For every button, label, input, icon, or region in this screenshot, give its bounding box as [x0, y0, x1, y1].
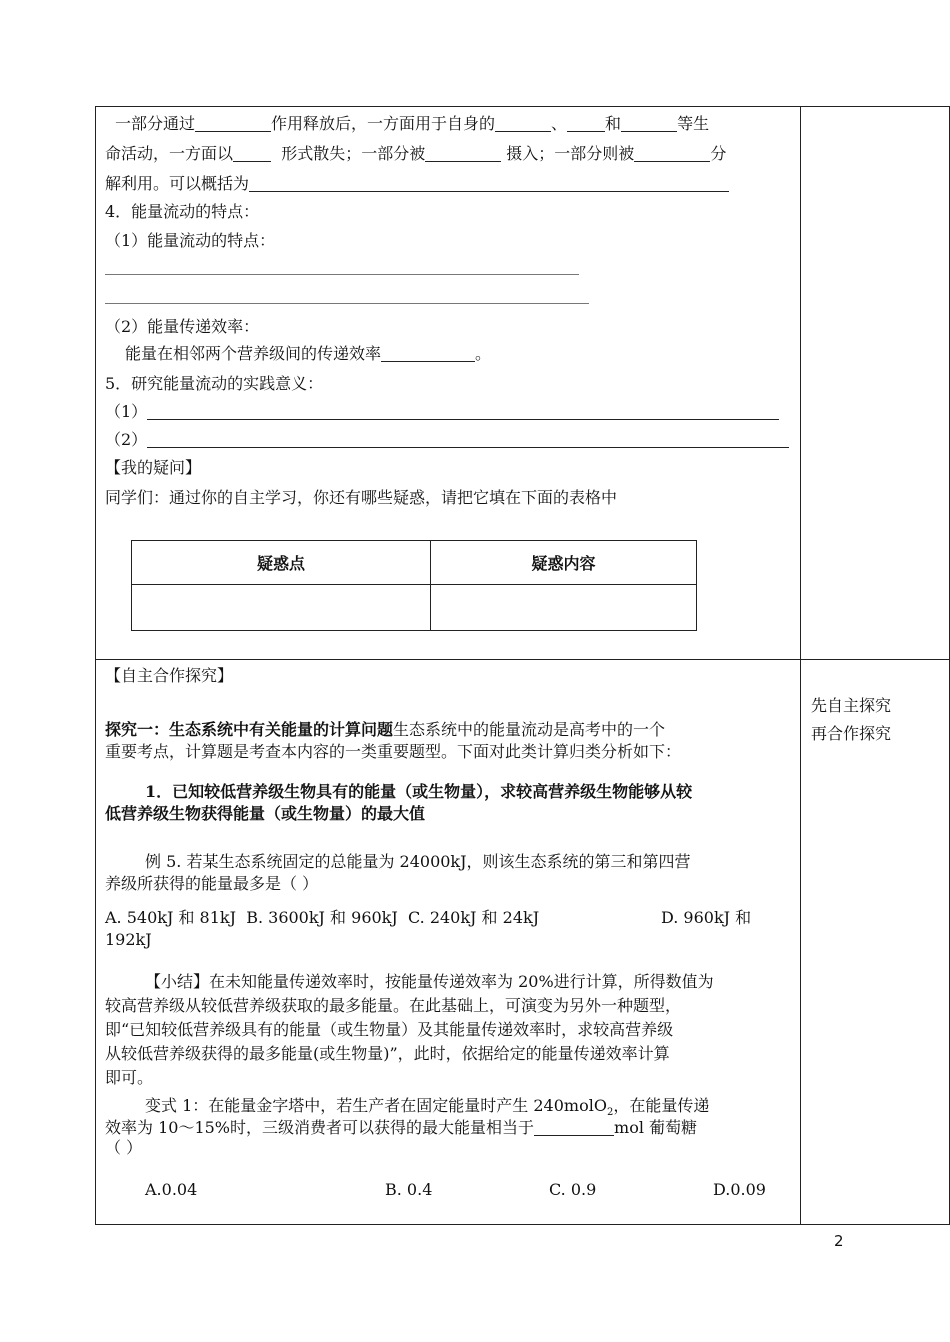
side-note	[811, 692, 891, 748]
option-c[interactable]: C. 0.9	[549, 1180, 597, 1199]
fill-blank[interactable]	[567, 115, 605, 132]
explore-1-title: 探究一：生态系统中有关能量的计算问题	[105, 720, 394, 739]
answer-line[interactable]	[105, 274, 579, 275]
example-5: 养级所获得的能量最多是（ ）	[105, 874, 319, 893]
fill-blank[interactable]	[381, 345, 475, 362]
table-cell-input[interactable]	[132, 585, 431, 631]
option-a[interactable]: A.0.04	[145, 1180, 198, 1199]
fill-blank[interactable]	[233, 145, 271, 162]
row-divider	[95, 659, 949, 660]
option-d[interactable]: D. 960kJ 和	[661, 908, 752, 927]
text-line: 能量在相邻两个营养级间的传递效率 。	[125, 344, 492, 363]
text-line: 命活动，一方面以 形式散失；一部分被 摄入；一部分则被 分	[105, 144, 727, 163]
questions-table	[131, 540, 697, 631]
bottom-section	[105, 662, 797, 1220]
example-5-options	[105, 906, 539, 930]
text-line: 一部分通过 作用释放后，一方面用于自身的 、 和 等生	[115, 114, 710, 133]
my-questions-heading: 【我的疑问】	[105, 458, 202, 477]
option-b[interactable]: B. 0.4	[385, 1180, 433, 1199]
column-divider	[800, 106, 801, 1224]
heading-item-4: 4．能量流动的特点：	[105, 202, 260, 221]
option-d[interactable]: D.0.09	[713, 1180, 766, 1199]
point-1: 1．已知较低营养级生物具有的能量（或生物量），求较高营养级生物能够从较	[145, 782, 693, 801]
variant-1: （ ）	[105, 1138, 143, 1157]
fill-blank[interactable]	[147, 403, 779, 420]
fill-blank[interactable]	[495, 115, 551, 132]
item-4-1: （1）能量流动的特点：	[105, 231, 276, 250]
text-line: 解利用。可以概括为	[105, 172, 729, 196]
summary-line: 较高营养级从较低营养级获取的最多能量。在此基础上，可演变为另外一种题型，	[105, 996, 682, 1015]
summary: 【小结】在未知能量传递效率时，按能量传递效率为 20%进行计算，所得数值为	[145, 972, 714, 991]
variant-1: 变式 1：在能量金字塔中，若生产者在固定能量时产生 240molO$_2$，在能量传递	[145, 1096, 710, 1119]
fill-blank[interactable]	[425, 145, 501, 162]
answer-line[interactable]	[105, 303, 589, 304]
explore-1-line: 重要考点，计算题是考查本内容的一类重要题型。下面对此类计算归类分析如下：	[105, 742, 682, 761]
side-note-line: 先自主探究	[811, 696, 892, 715]
example-5: 例 5. 若某生态系统固定的总能量为 24000kJ，则该生态系统的第三和第四营	[145, 852, 691, 871]
point-1: 低营养级生物获得能量（或生物量）的最大值	[105, 804, 426, 823]
page-number: 2	[834, 1232, 844, 1250]
fill-blank[interactable]	[534, 1119, 614, 1136]
variant-1: 效率为 10～15%时，三级消费者可以获得的最大能量相当于 mol 葡萄糖	[105, 1118, 698, 1137]
fill-blank[interactable]	[621, 115, 677, 132]
fill-blank[interactable]	[147, 431, 789, 448]
table-cell-input[interactable]	[431, 585, 697, 631]
explore-1-line: 探究一：生态系统中有关能量的计算问题生态系统中的能量流动是高考中的一个	[105, 720, 666, 739]
example-5-options-cont: 192kJ	[105, 930, 152, 949]
option-a[interactable]: A. 540kJ 和 81kJ	[105, 908, 237, 927]
side-note-line: 再合作探究	[811, 724, 892, 743]
summary-line: 即可。	[105, 1068, 154, 1087]
item-5-1: （1）	[105, 400, 779, 424]
fill-blank[interactable]	[195, 115, 271, 132]
option-b[interactable]: B. 3600kJ 和 960kJ	[246, 908, 398, 927]
section-heading: 【自主合作探究】	[105, 666, 234, 685]
table-header-question-content: 疑惑内容	[431, 541, 697, 585]
table-header-question-point: 疑惑点	[132, 541, 431, 585]
heading-item-5: 5．研究能量流动的实践意义：	[105, 374, 324, 393]
summary-line: 从较低营养级获得的最多能量(或生物量)”，此时，依据给定的能量传递效率计算	[105, 1044, 670, 1063]
item-4-2: （2）能量传递效率：	[105, 317, 260, 336]
my-questions-text: 同学们：通过你的自主学习，你还有哪些疑惑，请把它填在下面的表格中	[105, 488, 618, 507]
option-c[interactable]: C. 240kJ 和 24kJ	[407, 908, 540, 927]
fill-blank[interactable]	[249, 175, 729, 192]
fill-blank[interactable]	[634, 145, 710, 162]
summary-line: 即“已知较低营养级具有的能量（或生物量）及其能量传递效率时，求较高营养级	[105, 1020, 674, 1039]
item-5-2: （2）	[105, 428, 789, 452]
